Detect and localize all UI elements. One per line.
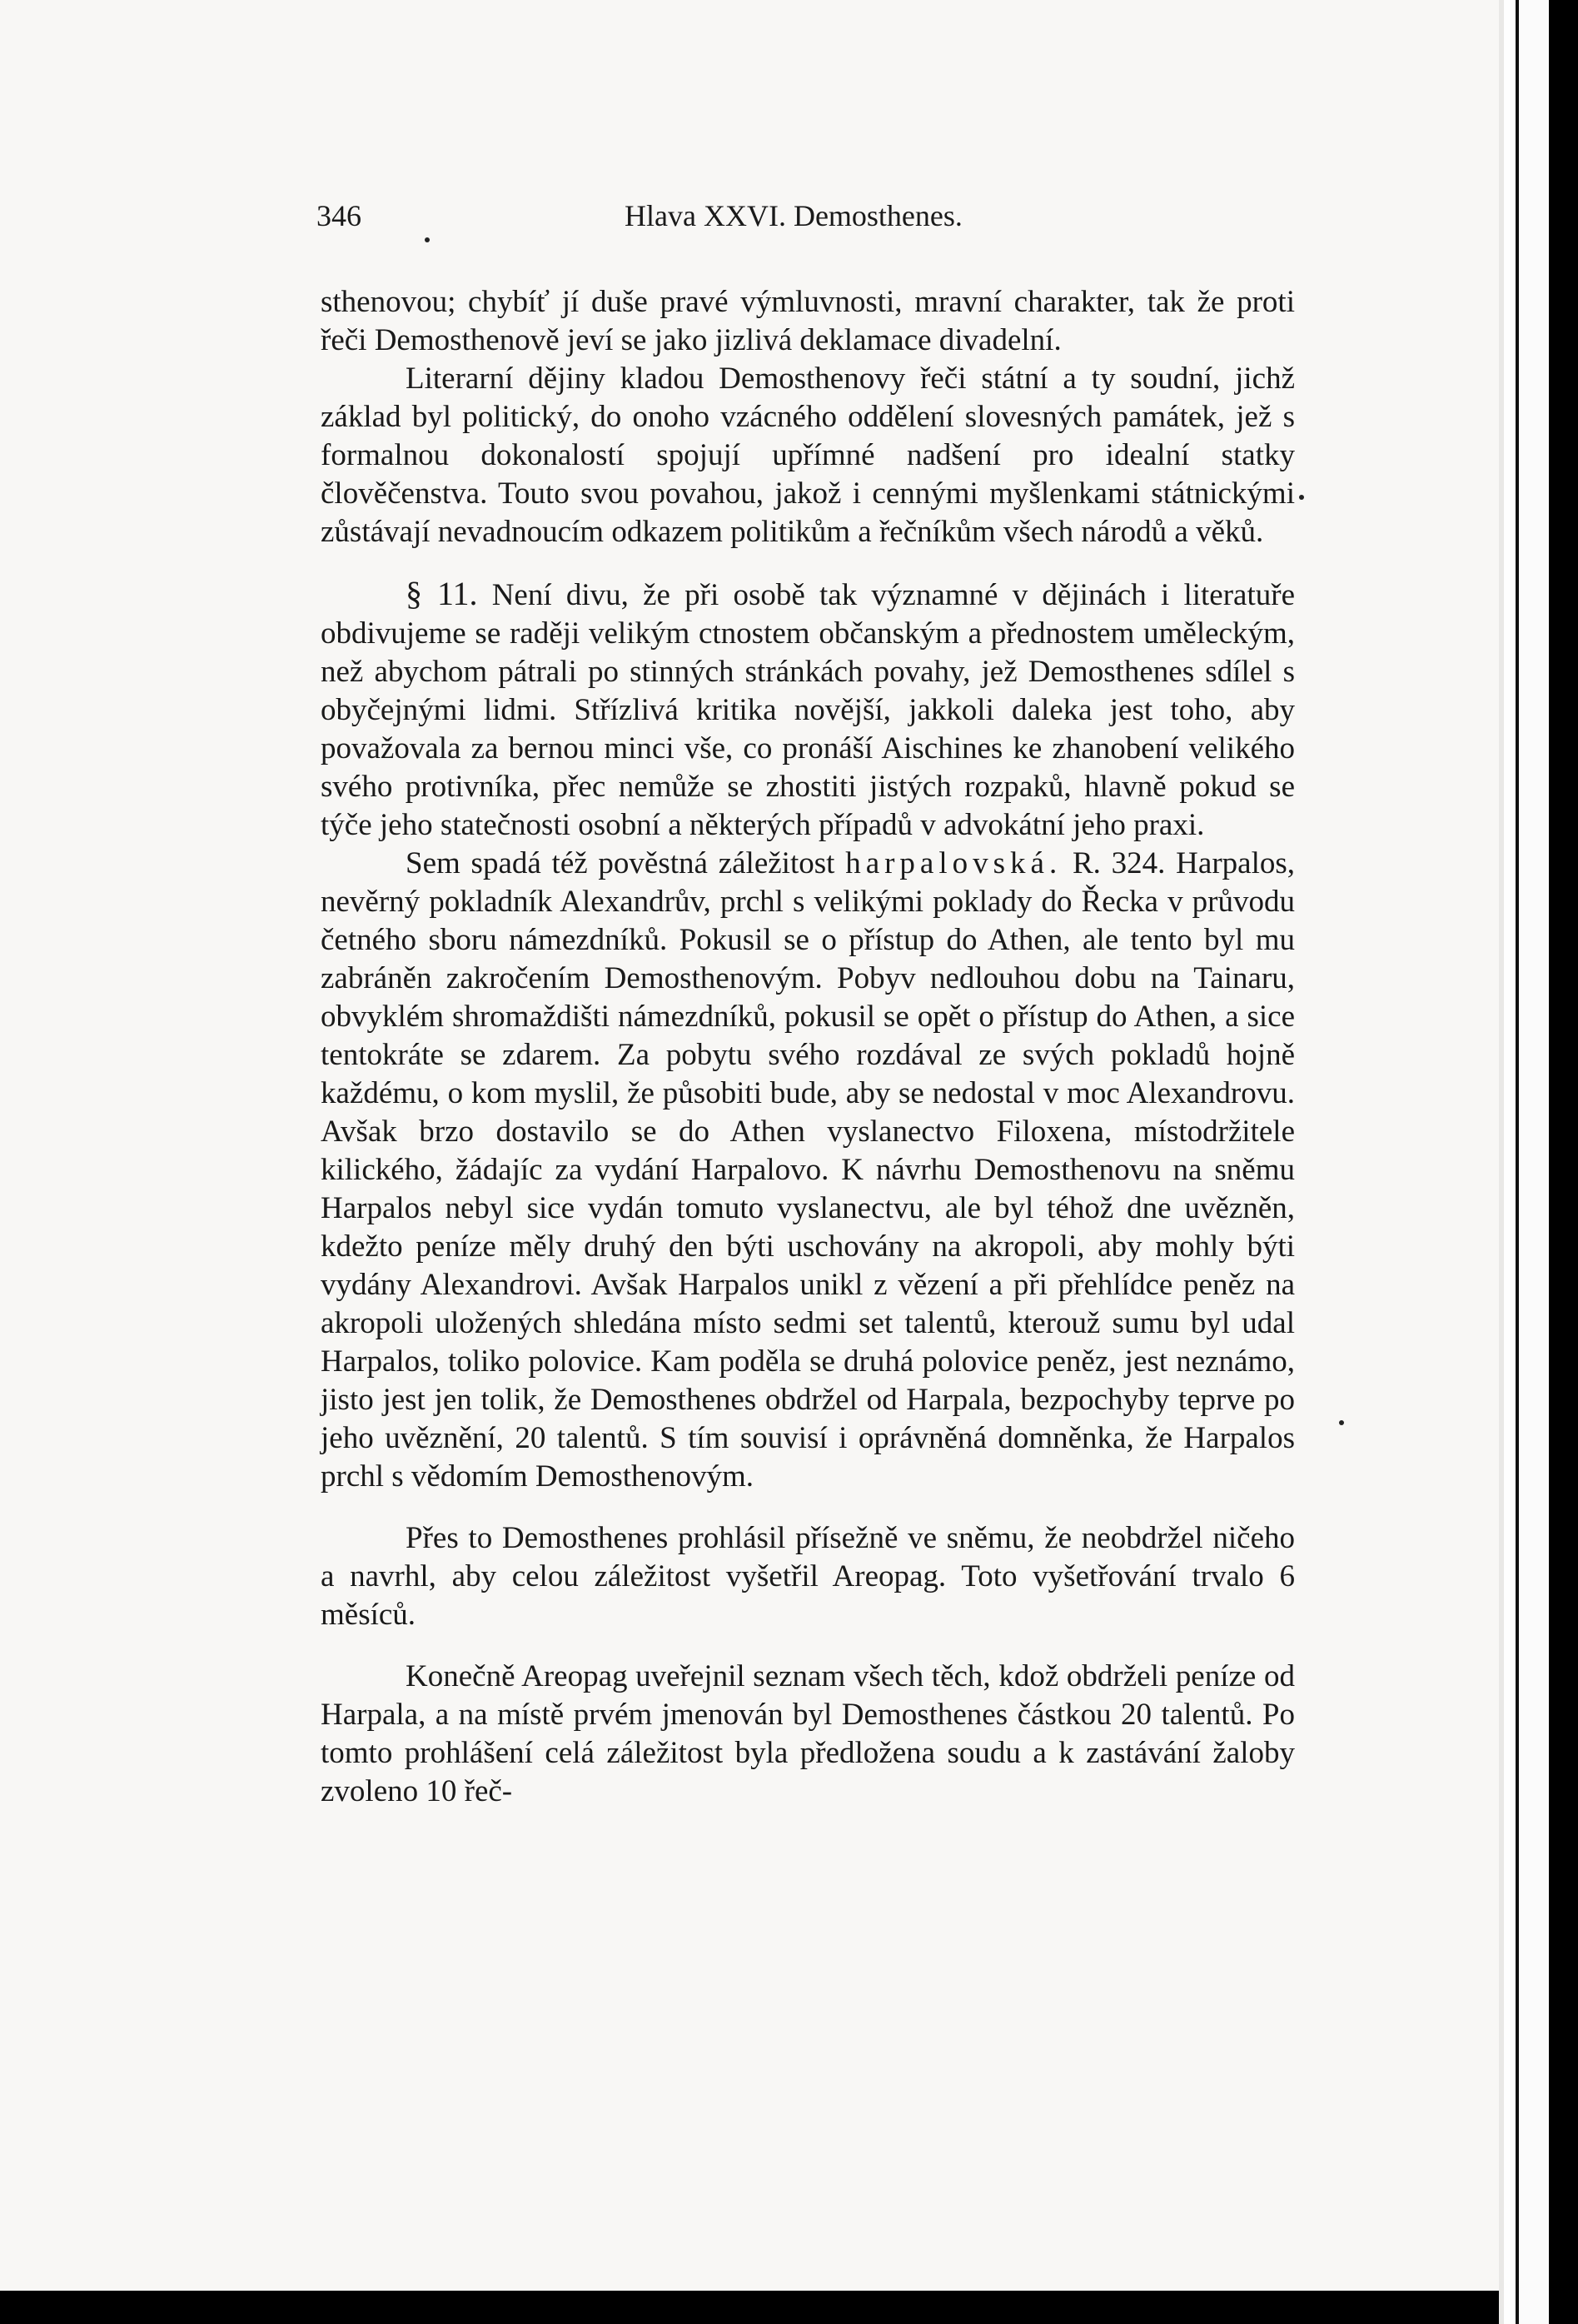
print-speck	[1299, 495, 1304, 500]
paragraph-section-11	[321, 575, 1295, 845]
section-number: § 11.	[406, 575, 478, 612]
page-header	[316, 198, 1299, 240]
paragraph-oath: Přes to Demosthenes prohlásil přísežně ve sněmu, že neobdržel ničeho a navrhl, aby celou záležitost vyšetřil Areopag. Toto vyšetřování trvalo 6 měsíců.	[321, 1521, 1295, 1632]
harpalos-term: harpalovská.	[845, 846, 1063, 880]
harpalos-intro: Sem spadá též pověstná záležitost	[406, 846, 835, 880]
binding-edge	[1499, 0, 1578, 2324]
section-11-text: Není divu, že při osobě tak významné v dějinách i literatuře obdivujeme se raději velikým ctnostem občanským a přednostem uměleckým, než abychom pátrali po stinných stránkách povahy, jež Demosthenes sdílel s obyčejnými lidmi. Střízlivá kritika novější, jakkoli daleka jest toho, aby považovala za bernou minci vše, co pronáší Aischines ke zhanobení velikého svého protivníka, přec nemůže se zhostiti jistých rozpaků, hlavně pokud se týče jeho statečnosti osobní a některých případů v advokátní jeho praxi.	[321, 578, 1295, 842]
body-text	[321, 283, 1295, 1811]
print-speck	[1339, 1420, 1344, 1425]
page-number: 346	[316, 199, 361, 232]
paragraph-areopagus: Konečně Areopag uveřejnil seznam všech těch, kdož obdrželi peníze od Harpala, a na místě prvém jmenován byl Demosthenes částkou 20 talentů. Po tomto prohlášení celá záležitost byla předložena soudu a k zastávání žaloby zvoleno 10 řeč-	[321, 1659, 1295, 1808]
print-speck	[425, 237, 430, 242]
harpalos-text: R. 324. Harpalos, nevěrný pokladník Alexandrův, prchl s velikými poklady do Řecka v průvodu četného sboru námezdníků. Pokusil se o přístup do Athen, ale tento byl mu zabráněn zakročením Demosthenovým. Pobyv nedlouhou dobu na Tainaru, obvyklém shromaždišti námezdníků, pokusil se opět o přístup do Athen, a sice tentokráte se zdarem. Za pobytu svého rozdával ze svých pokladů hojně každému, o kom myslil, že působiti bude, aby se nedostal v moc Alexandrovu. Avšak brzo dostavilo se do Athen vyslanectvo Filoxena, místodržitele kilického, žádajíc za vydání Harpalovo. K návrhu Demosthenovu na sněmu Harpalos nebyl sice vydán tomuto vyslanectvu, ale byl téhož dne uvězněn, kdežto peníze měly druhý den býti uschovány na akropoli, aby mohly býti vydány Alexandrovi. Avšak Harpalos unikl z vězení a při přehlídce peněz na akropoli uložených shledána místo sedmi set talentů, kterouž sumu byl udal Harpalos, toliko polovice. Kam poděla se druhá polovice peněz, jest neznámo, jisto jest jen tolik, že Demosthenes obdržel od Harpala, bezpochyby teprve po jeho uvěznění, 20 talentů. S tím souvisí i oprávněná domněnka, že Harpalos prchl s vědomím Demosthenovým.	[321, 846, 1295, 1494]
paragraph-literary-history: Literarní dějiny kladou Demosthenovy řeči státní a ty soudní, jichž základ byl politický, do onoho vzácného oddělení slovesných památek, jež s formalnou dokonalostí spojují upřímné nadšení pro idealní statky člověčenstva. Touto svou povahou, jakož i cennými myšlenkami státnickými zůstávají nevadnoucím odkazem politikům a řečníkům všech národů a věků.	[321, 362, 1295, 549]
paragraph-continuation: sthenovou; chybíť jí duše pravé výmluvnosti, mravní charakter, tak že proti řeči Demosthenově jeví se jako jizlivá deklamace divadelní.	[321, 285, 1295, 357]
paragraph-harpalos-affair	[321, 845, 1295, 1496]
running-head: Hlava XXVI. Demosthenes.	[625, 199, 963, 232]
